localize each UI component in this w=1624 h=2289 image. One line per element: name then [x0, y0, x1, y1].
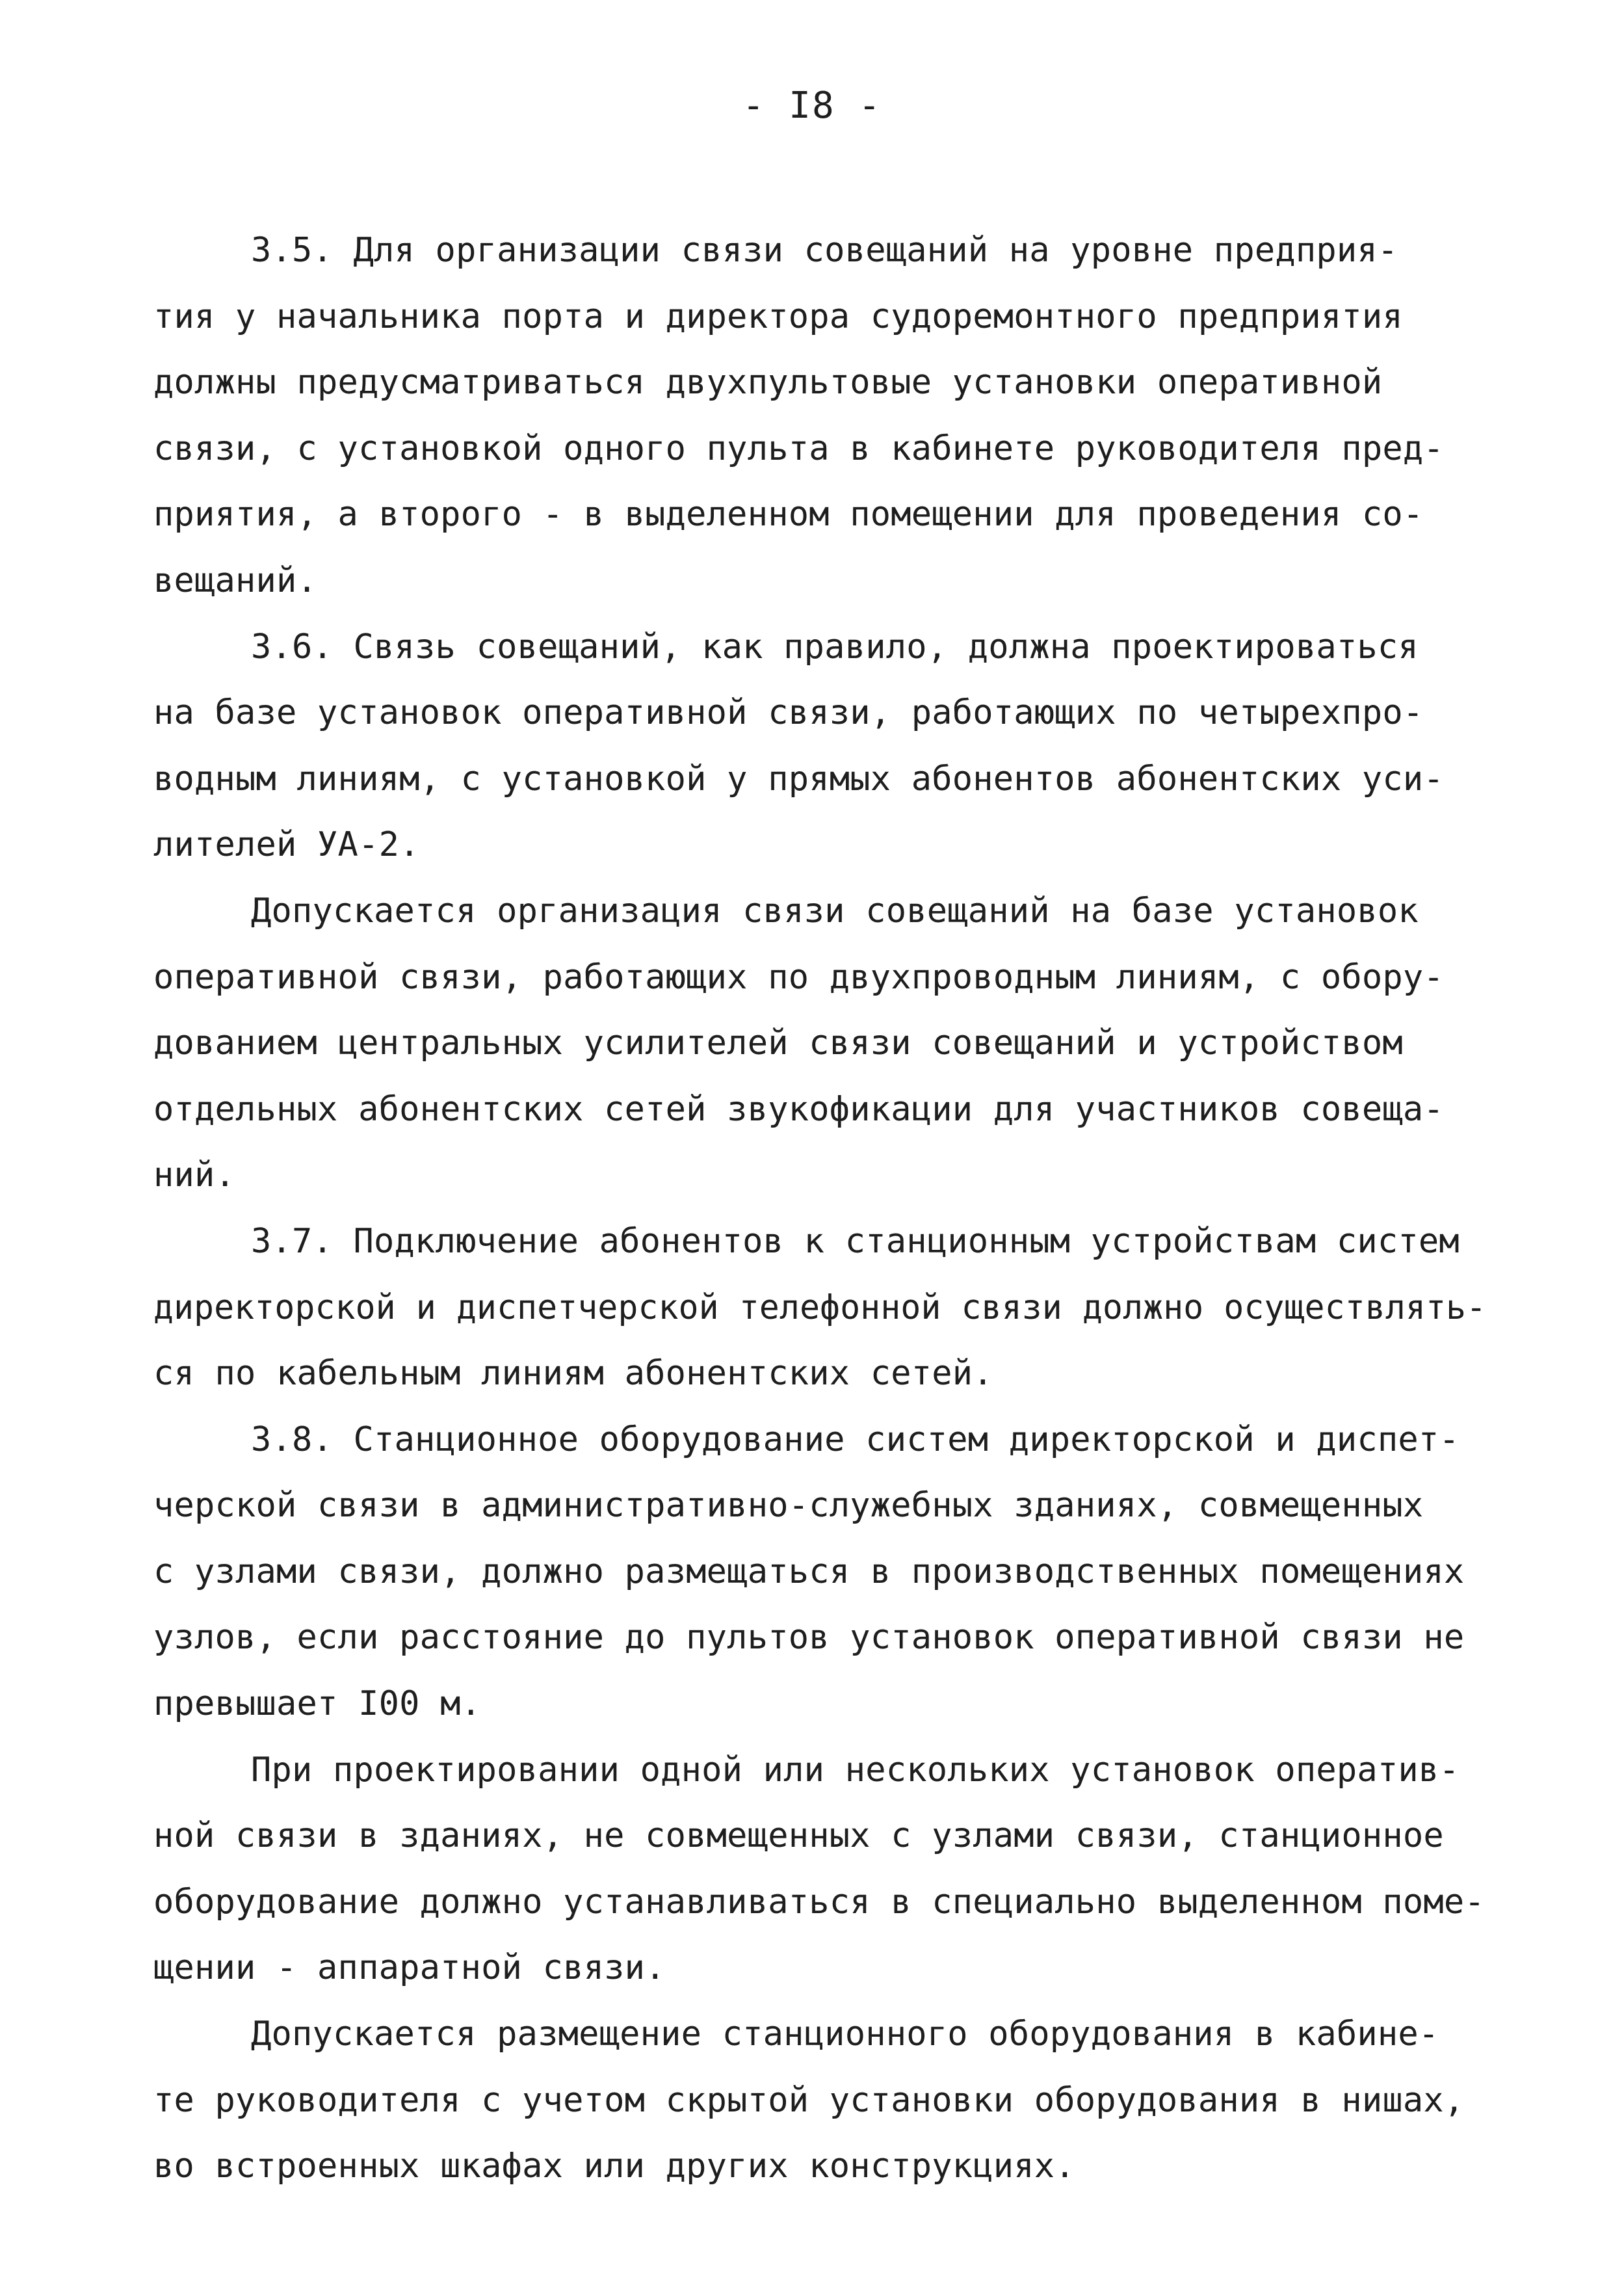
- paragraph-3-8-design: [153, 1738, 1486, 2002]
- text-line: 3.6. Связь совещаний, как правило, должна проектироваться: [251, 627, 1419, 667]
- text-line: ся по кабельным линиям абонентских сетей.: [153, 1354, 993, 1394]
- text-line: тия у начальника порта и директора судоремонтного предприятия: [153, 297, 1403, 336]
- text-line: Допускается организация связи совещаний на базе установок: [251, 891, 1419, 931]
- text-line: ний.: [153, 1156, 236, 1195]
- text-line: 3.5. Для организации связи совещаний на уровне предприя-: [251, 231, 1398, 270]
- text-line: 3.7. Подключение абонентов к станционным устройствам систем: [251, 1221, 1460, 1261]
- paragraph-3-8: [153, 1407, 1486, 1738]
- text-line: Допускается размещение станционного оборудования в кабине-: [251, 2015, 1439, 2054]
- paragraph-3-5: [153, 218, 1486, 615]
- text-line: вещаний.: [153, 561, 318, 600]
- text-line: во встроенных шкафах или других конструкциях.: [153, 2147, 1075, 2186]
- text-line: директорской и диспетчерской телефонной связи должно осуществлять-: [153, 1288, 1487, 1327]
- text-line: 3.8. Станционное оборудование систем директорской и диспет-: [251, 1420, 1460, 1459]
- paragraph-3-6-allowance: [153, 879, 1486, 1209]
- text-line: дованием центральных усилителей связи совещаний и устройством: [153, 1024, 1403, 1063]
- text-line: отдельных абонентских сетей звукофикации для участников совеща-: [153, 1089, 1444, 1129]
- text-line: связи, с установкой одного пульта в кабинете руководителя пред-: [153, 429, 1444, 468]
- text-line: При проектировании одной или нескольких установок оператив-: [251, 1750, 1460, 1790]
- text-line: водным линиям, с установкой у прямых абонентов абонентских уси-: [153, 759, 1444, 799]
- text-line: превышает I00 м.: [153, 1684, 482, 1724]
- text-line: те руководителя с учетом скрытой установки оборудования в нишах,: [153, 2080, 1465, 2120]
- text-line: лителей УА-2.: [153, 825, 420, 865]
- text-line: с узлами связи, должно размещаться в производственных помещениях: [153, 1552, 1465, 1591]
- body-text: [153, 218, 1486, 2200]
- text-line: оперативной связи, работающих по двухпроводным линиям, с обору-: [153, 957, 1444, 997]
- paragraph-3-6: [153, 615, 1486, 879]
- text-line: оборудование должно устанавливаться в специально выделенном поме-: [153, 1882, 1485, 1922]
- text-line: черской связи в административно-служебных зданиях, совмещенных: [153, 1486, 1424, 1526]
- text-line: щении - аппаратной связи.: [153, 1948, 666, 1988]
- paragraph-3-7: [153, 1209, 1486, 1407]
- text-line: должны предусматриваться двухпультовые установки оперативной: [153, 363, 1383, 403]
- paragraph-3-8-placement: [153, 2002, 1486, 2200]
- text-line: приятия, а второго - в выделенном помещении для проведения со-: [153, 495, 1424, 535]
- text-line: ной связи в зданиях, не совмещенных с узлами связи, станционное: [153, 1816, 1444, 1856]
- text-line: на базе установок оперативной связи, работающих по четырехпро-: [153, 693, 1424, 733]
- page-number: - I8 -: [742, 85, 882, 127]
- text-line: узлов, если расстояние до пультов установок оперативной связи не: [153, 1618, 1465, 1658]
